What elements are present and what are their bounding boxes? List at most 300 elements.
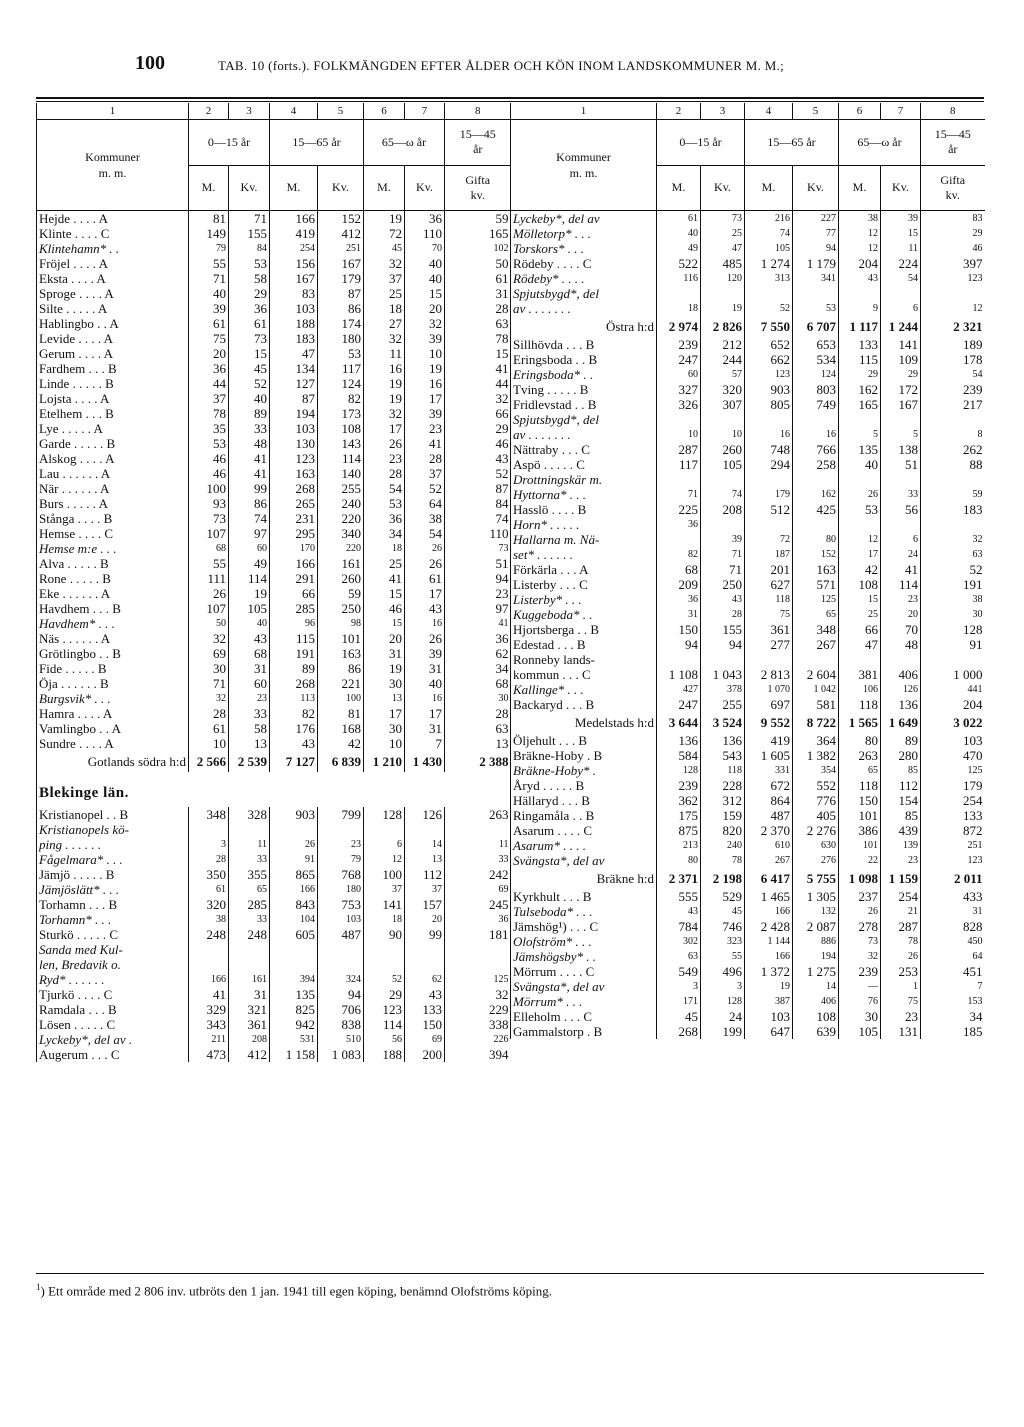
table-row — [37, 691, 511, 706]
value-cell: 140 — [318, 466, 364, 481]
value-cell: 100 — [318, 691, 364, 706]
value-cell: 16 — [405, 616, 445, 631]
kommun-name: Torskors* . . . — [511, 241, 657, 256]
table-row — [511, 352, 985, 367]
value-cell: 529 — [701, 889, 745, 904]
value-cell: 110 — [445, 526, 511, 541]
table-row — [37, 586, 511, 601]
kommun-name: Grötlingbo . . B — [37, 646, 189, 661]
value-cell: 17 — [364, 421, 405, 436]
value-cell: 55 — [701, 949, 745, 964]
value-cell: 55 — [189, 556, 229, 571]
value-cell: 73 — [445, 541, 511, 556]
value-cell: 78 — [445, 331, 511, 346]
value-cell: 43 — [405, 601, 445, 616]
value-cell: 24 — [701, 1009, 745, 1024]
value-cell: 19 — [701, 301, 745, 316]
value-cell: 378 — [701, 682, 745, 697]
value-cell: 124 — [793, 367, 839, 382]
value-cell: 18 — [364, 301, 405, 316]
value-cell: 19 — [364, 211, 405, 227]
district-total-row — [511, 316, 985, 337]
kommun-name: Öljehult . . . B — [511, 733, 657, 748]
value-cell: 28 — [445, 301, 511, 316]
value-cell: 103 — [270, 301, 318, 316]
value-cell: 123 — [921, 271, 985, 286]
value-cell: 302 — [657, 934, 701, 949]
value-cell: 647 — [745, 1024, 793, 1039]
value-cell — [793, 652, 839, 667]
value-cell: 141 — [881, 337, 921, 352]
value-cell: 87 — [270, 391, 318, 406]
kommun-name: Hemse . . . . C — [37, 526, 189, 541]
value-cell: 105 — [701, 457, 745, 472]
value-cell: 36 — [364, 511, 405, 526]
value-cell: 221 — [318, 676, 364, 691]
age-15-45-label: 15—45 — [459, 127, 496, 142]
group-header-row — [37, 120, 511, 166]
value-cell: 17 — [405, 706, 445, 721]
table-row — [37, 421, 511, 436]
value-cell: 32 — [364, 256, 405, 271]
value-cell: 52 — [364, 972, 405, 987]
value-cell: 33 — [881, 487, 921, 502]
value-cell: 12 — [839, 532, 881, 547]
value-cell: 549 — [657, 964, 701, 979]
kommun-name: Alskog . . . . A — [37, 451, 189, 466]
value-cell: 262 — [921, 442, 985, 457]
value-cell: 2 198 — [701, 868, 745, 889]
kommun-name: Garde . . . . . B — [37, 436, 189, 451]
value-cell: 425 — [793, 502, 839, 517]
kommun-name: Torhamn* . . . — [37, 912, 189, 927]
value-cell: 61 — [445, 271, 511, 286]
value-cell: 405 — [793, 808, 839, 823]
value-cell: 152 — [318, 211, 364, 227]
value-cell: 120 — [701, 271, 745, 286]
value-cell: 40 — [839, 457, 881, 472]
value-cell: 23 — [318, 837, 364, 852]
value-cell: 343 — [189, 1017, 229, 1032]
header-rule — [36, 97, 984, 99]
value-cell: 652 — [745, 337, 793, 352]
value-cell: 838 — [318, 1017, 364, 1032]
value-cell: 225 — [657, 502, 701, 517]
value-cell: 43 — [657, 904, 701, 919]
table-row — [511, 853, 985, 868]
kommun-name: av . . . . . . . — [511, 427, 657, 442]
value-cell: 1 098 — [839, 868, 881, 889]
value-cell: 531 — [270, 1032, 318, 1047]
value-cell: 277 — [745, 637, 793, 652]
table-row — [37, 807, 511, 822]
value-cell: 6 707 — [793, 316, 839, 337]
value-cell: 1 043 — [701, 667, 745, 682]
value-cell: 2 011 — [921, 868, 985, 889]
table-row — [37, 346, 511, 361]
table-row — [511, 256, 985, 271]
value-cell: 194 — [793, 949, 839, 964]
value-cell: 278 — [839, 919, 881, 934]
kommun-name: Rödeby* . . . . — [511, 271, 657, 286]
table-row — [511, 226, 985, 241]
value-cell: 627 — [745, 577, 793, 592]
value-cell: 14 — [793, 979, 839, 994]
value-cell: 412 — [229, 1047, 270, 1062]
value-cell: 320 — [701, 382, 745, 397]
value-cell: 13 — [445, 736, 511, 751]
value-cell: 19 — [405, 361, 445, 376]
page-title: TAB. 10 (forts.). FOLKMÄNGDEN EFTER ÅLDER OCH KÖN INOM LANDSKOMMUNER M. M.; — [218, 58, 785, 73]
kommun-name: Ringamåla . . B — [511, 808, 657, 823]
value-cell: 328 — [229, 807, 270, 822]
value-cell: 74 — [229, 511, 270, 526]
value-cell: 65 — [793, 607, 839, 622]
value-cell: 254 — [921, 793, 985, 808]
value-cell: 135 — [270, 987, 318, 1002]
value-cell — [229, 942, 270, 957]
value-cell: 15 — [364, 586, 405, 601]
value-cell: 107 — [189, 601, 229, 616]
kommun-name: Mörrum . . . . C — [511, 964, 657, 979]
kommun-name: Lösen . . . . . C — [37, 1017, 189, 1032]
value-cell: 25 — [701, 226, 745, 241]
value-cell: 37 — [364, 271, 405, 286]
value-cell: 159 — [701, 808, 745, 823]
value-cell: 406 — [881, 667, 921, 682]
value-cell: 36 — [229, 301, 270, 316]
value-cell: 872 — [921, 823, 985, 838]
value-cell: 114 — [364, 1017, 405, 1032]
kommun-name: Listerby* . . . — [511, 592, 657, 607]
value-cell: 53 — [189, 436, 229, 451]
value-cell — [701, 472, 745, 487]
kommun-name: Gammalstorp . B — [511, 1024, 657, 1039]
value-cell: 15 — [881, 226, 921, 241]
value-cell: 61 — [189, 882, 229, 897]
value-cell — [229, 822, 270, 837]
value-cell: 180 — [318, 331, 364, 346]
value-cell: 175 — [657, 808, 701, 823]
value-cell: 73 — [229, 331, 270, 346]
value-cell: 820 — [701, 823, 745, 838]
colnum: 5 — [793, 103, 839, 120]
value-cell: 6 417 — [745, 868, 793, 889]
table-row — [511, 271, 985, 286]
age-65-header: 65—ω år — [839, 120, 921, 166]
value-cell: 64 — [405, 496, 445, 511]
kommun-name: Mölletorp* . . . — [511, 226, 657, 241]
value-cell: 34 — [445, 661, 511, 676]
value-cell: 267 — [745, 853, 793, 868]
value-cell: 85 — [881, 808, 921, 823]
kommun-name: Bräkne-Hoby . B — [511, 748, 657, 763]
value-cell: 53 — [318, 346, 364, 361]
value-cell: 2 428 — [745, 919, 793, 934]
value-cell: 37 — [189, 391, 229, 406]
value-cell: 17 — [405, 391, 445, 406]
value-cell: 71 — [189, 271, 229, 286]
value-cell: 14 — [405, 837, 445, 852]
value-cell: 23 — [445, 586, 511, 601]
value-cell: 213 — [657, 838, 701, 853]
value-cell: 109 — [881, 352, 921, 367]
value-cell: 41 — [445, 616, 511, 631]
value-cell: 212 — [701, 337, 745, 352]
table-row — [37, 661, 511, 676]
value-cell: 324 — [318, 972, 364, 987]
value-cell: 105 — [745, 241, 793, 256]
region-heading: Blekinge län. — [37, 772, 511, 807]
value-cell: 188 — [270, 316, 318, 331]
value-cell: 176 — [270, 721, 318, 736]
value-cell: 268 — [270, 481, 318, 496]
value-cell: 748 — [745, 442, 793, 457]
value-cell — [270, 957, 318, 972]
value-cell: 40 — [189, 286, 229, 301]
value-cell: 69 — [445, 882, 511, 897]
value-cell: 30 — [921, 607, 985, 622]
kommun-name: Bräkne-Hoby* . — [511, 763, 657, 778]
value-cell: 59 — [445, 211, 511, 227]
value-cell: 63 — [921, 547, 985, 562]
kommun-name: Bräkne h:d — [511, 868, 657, 889]
value-cell: 10 — [657, 427, 701, 442]
age-15-65-header: 15—65 år — [745, 120, 839, 166]
value-cell: 3 — [189, 837, 229, 852]
value-cell: 2 321 — [921, 316, 985, 337]
value-cell: 552 — [793, 778, 839, 793]
value-cell — [657, 652, 701, 667]
value-cell: 43 — [839, 271, 881, 286]
value-cell: 31 — [921, 904, 985, 919]
colnum: 7 — [405, 103, 445, 120]
value-cell: 75 — [881, 994, 921, 1009]
value-cell: 1 275 — [793, 964, 839, 979]
district-total-row — [37, 751, 511, 772]
value-cell: 29 — [921, 226, 985, 241]
value-cell: 825 — [270, 1002, 318, 1017]
value-cell: 33 — [229, 912, 270, 927]
value-cell: 157 — [405, 897, 445, 912]
colnum: 6 — [839, 103, 881, 120]
value-cell: 251 — [921, 838, 985, 853]
table-row — [511, 667, 985, 682]
value-cell: 17 — [839, 547, 881, 562]
value-cell: 48 — [881, 637, 921, 652]
value-cell: 136 — [657, 733, 701, 748]
value-cell: 103 — [270, 421, 318, 436]
column-number-row — [37, 103, 511, 120]
table-row — [511, 442, 985, 457]
value-cell — [364, 822, 405, 837]
value-cell: 3 524 — [701, 712, 745, 733]
footnote-text: ) Ett område med 2 806 inv. utbröts den 1 jan. 1941 till egen köping, benämnd Olofströms köping. — [40, 1283, 553, 1299]
value-cell: 35 — [189, 421, 229, 436]
value-cell: 11 — [364, 346, 405, 361]
value-cell: 75 — [189, 331, 229, 346]
kommun-name: Vamlingbo . . A — [37, 721, 189, 736]
value-cell: 1 158 — [270, 1047, 318, 1062]
colnum: 3 — [229, 103, 270, 120]
value-cell: 1 042 — [793, 682, 839, 697]
value-cell: 229 — [445, 1002, 511, 1017]
value-cell: 522 — [657, 256, 701, 271]
value-cell: 40 — [229, 391, 270, 406]
value-cell: 86 — [318, 301, 364, 316]
value-cell: 227 — [793, 211, 839, 227]
value-cell: 143 — [318, 436, 364, 451]
value-cell: 15 — [364, 616, 405, 631]
value-cell: 361 — [745, 622, 793, 637]
value-cell: 251 — [318, 241, 364, 256]
table-row — [511, 337, 985, 352]
value-cell: 43 — [270, 736, 318, 751]
kommun-name: Listerby . . . C — [511, 577, 657, 592]
value-cell — [189, 942, 229, 957]
value-cell: 96 — [270, 616, 318, 631]
value-cell: 130 — [270, 436, 318, 451]
table-row — [511, 397, 985, 412]
value-cell: 11 — [445, 837, 511, 852]
value-cell: 73 — [839, 934, 881, 949]
value-cell: 150 — [405, 1017, 445, 1032]
value-cell — [657, 532, 701, 547]
kommun-name: Kyrkhult . . . B — [511, 889, 657, 904]
value-cell: 132 — [793, 904, 839, 919]
value-cell: 394 — [270, 972, 318, 987]
table-row — [37, 331, 511, 346]
kommun-name: Spjutsbygd*, del — [511, 412, 657, 427]
value-cell: 1 159 — [881, 868, 921, 889]
value-cell: 313 — [745, 271, 793, 286]
kommun-name: Rone . . . . . B — [37, 571, 189, 586]
value-cell: 12 — [921, 301, 985, 316]
value-cell: 30 — [189, 661, 229, 676]
value-cell: 73 — [701, 211, 745, 227]
value-cell: 287 — [657, 442, 701, 457]
value-cell: 19 — [364, 391, 405, 406]
value-cell — [701, 412, 745, 427]
table-row — [37, 451, 511, 466]
kommun-name: Hamra . . . . A — [37, 706, 189, 721]
value-cell: 69 — [189, 646, 229, 661]
value-cell: 364 — [793, 733, 839, 748]
value-cell: 11 — [229, 837, 270, 852]
value-cell: 485 — [701, 256, 745, 271]
value-cell — [445, 942, 511, 957]
value-cell: 34 — [921, 1009, 985, 1024]
value-cell: 29 — [364, 987, 405, 1002]
table-row — [511, 652, 985, 667]
table-row — [511, 682, 985, 697]
kommun-name: Hasslö . . . . B — [511, 502, 657, 517]
value-cell: 350 — [189, 867, 229, 882]
colnum: 5 — [318, 103, 364, 120]
value-cell: 70 — [881, 622, 921, 637]
region-heading-row — [37, 772, 511, 807]
value-cell: 51 — [445, 556, 511, 571]
value-cell: 209 — [657, 577, 701, 592]
footnote — [36, 1282, 552, 1299]
value-cell — [745, 472, 793, 487]
value-cell — [405, 957, 445, 972]
value-cell: 68 — [189, 541, 229, 556]
value-cell: 40 — [405, 271, 445, 286]
value-cell: 2 974 — [657, 316, 701, 337]
value-cell: 107 — [189, 526, 229, 541]
value-cell: 47 — [839, 637, 881, 652]
table-row — [37, 927, 511, 942]
table-row — [37, 616, 511, 631]
value-cell: 903 — [270, 807, 318, 822]
value-cell: 39 — [881, 211, 921, 227]
value-cell: 16 — [405, 376, 445, 391]
value-cell — [881, 652, 921, 667]
value-cell: 112 — [405, 867, 445, 882]
value-cell: 240 — [701, 838, 745, 853]
table-row — [511, 457, 985, 472]
value-cell: 82 — [270, 706, 318, 721]
value-cell: 114 — [318, 451, 364, 466]
value-cell: 248 — [229, 927, 270, 942]
value-cell: 179 — [921, 778, 985, 793]
kommun-name: Mörrum* . . . — [511, 994, 657, 1009]
value-cell: 6 839 — [318, 751, 364, 772]
value-cell: 208 — [229, 1032, 270, 1047]
value-cell: 39 — [405, 331, 445, 346]
m-header: M. — [657, 165, 701, 211]
value-cell: 28 — [364, 466, 405, 481]
table-row — [511, 838, 985, 853]
value-cell: 123 — [364, 1002, 405, 1017]
value-cell: 172 — [881, 382, 921, 397]
value-cell: 71 — [189, 676, 229, 691]
value-cell: 40 — [405, 676, 445, 691]
value-cell: 28 — [405, 451, 445, 466]
value-cell: 72 — [364, 226, 405, 241]
value-cell — [270, 822, 318, 837]
kommun-name: Lojsta . . . . A — [37, 391, 189, 406]
value-cell: 149 — [189, 226, 229, 241]
value-cell — [839, 517, 881, 532]
value-cell: 49 — [657, 241, 701, 256]
value-cell: 886 — [793, 934, 839, 949]
value-cell: 224 — [881, 256, 921, 271]
value-cell: 32 — [189, 691, 229, 706]
value-cell: 50 — [445, 256, 511, 271]
value-cell: 204 — [921, 697, 985, 712]
value-cell: 64 — [921, 949, 985, 964]
district-total-row — [511, 868, 985, 889]
kv-header: Kv. — [881, 165, 921, 211]
value-cell: 307 — [701, 397, 745, 412]
value-cell: 240 — [318, 496, 364, 511]
value-cell: 105 — [229, 601, 270, 616]
value-cell — [745, 412, 793, 427]
table-row — [37, 897, 511, 912]
value-cell: 510 — [318, 1032, 364, 1047]
value-cell: 165 — [839, 397, 881, 412]
kommun-name: Tjurkö . . . . C — [37, 987, 189, 1002]
value-cell: 746 — [701, 919, 745, 934]
group-header-row — [511, 120, 985, 166]
value-cell: 153 — [921, 994, 985, 1009]
value-cell: 171 — [657, 994, 701, 1009]
kommun-name: Lyckeby*, del av — [511, 211, 657, 227]
value-cell: 20 — [405, 301, 445, 316]
value-cell: 133 — [405, 1002, 445, 1017]
